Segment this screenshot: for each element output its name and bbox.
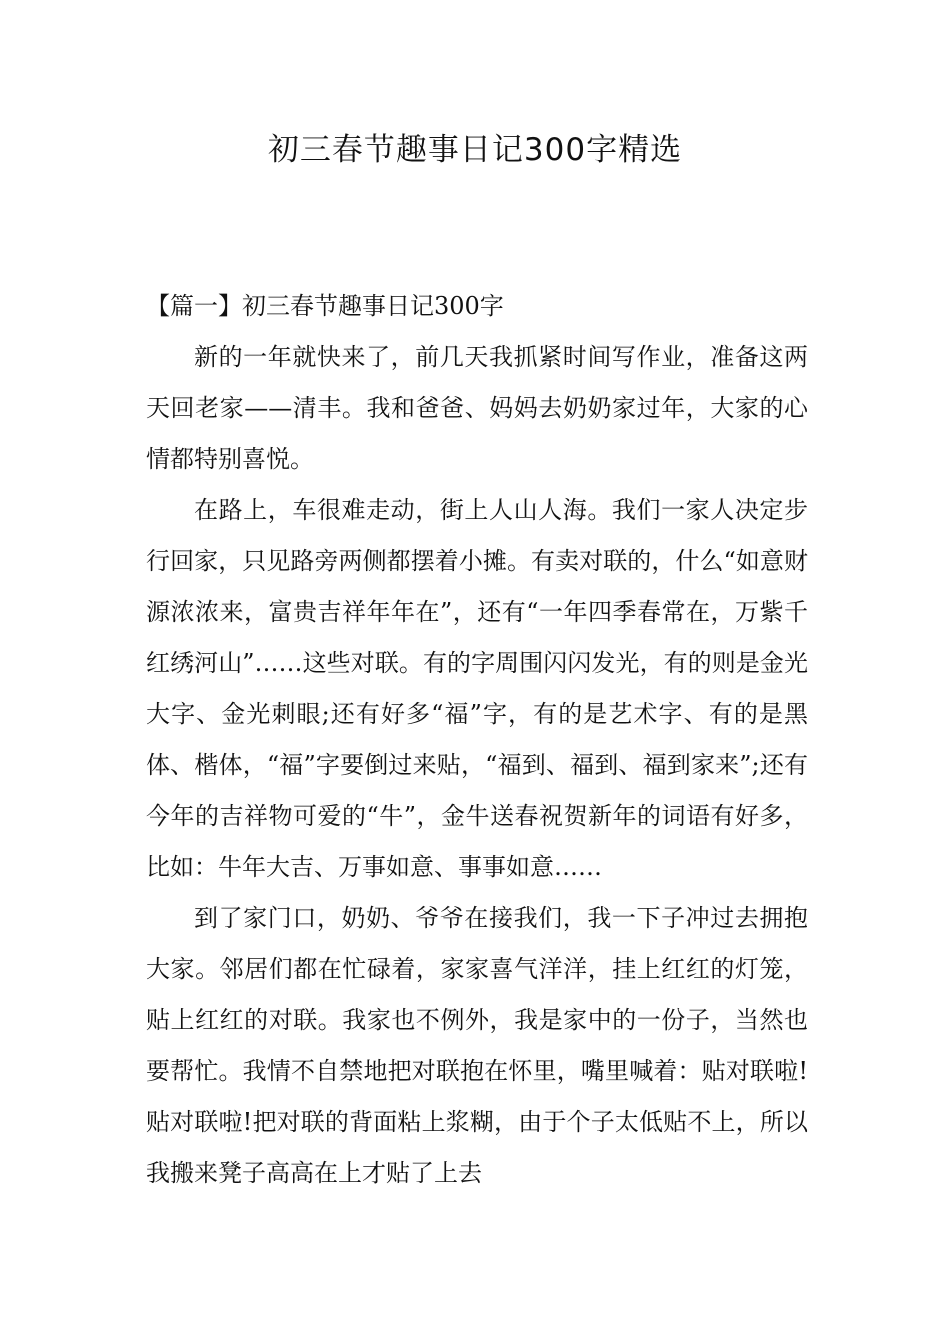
paragraph-1: 新的一年就快来了，前几天我抓紧时间写作业，准备这两天回老家——清丰。我和爸爸、妈妈去奶奶家过年，大家的心情都特别喜悦。	[146, 343, 808, 473]
document-body	[146, 281, 808, 1199]
section-heading: 【篇一】初三春节趣事日记300字	[146, 292, 504, 320]
paragraph-3: 到了家门口，奶奶、爷爷在接我们，我一下子冲过去拥抱大家。邻居们都在忙碌着，家家喜气洋洋，挂上红红的灯笼，贴上红红的对联。我家也不例外，我是家中的一份子，当然也要帮忙。我情不自禁地把对联抱在怀里，嘴里喊着：贴对联啦!贴对联啦!把对联的背面粘上浆糊，由于个子太低贴不上，所以我搬来凳子高高在上才贴了上去	[146, 904, 808, 1187]
document-title: 初三春节趣事日记300字精选	[267, 132, 683, 168]
paragraph-2: 在路上，车很难走动，街上人山人海。我们一家人决定步行回家，只见路旁两侧都摆着小摊。有卖对联的，什么“如意财源浓浓来，富贵吉祥年年在”，还有“一年四季春常在，万紫千红绣河山”……这些对联。有的字周围闪闪发光，有的则是金光大字、金光刺眼;还有好多“福”字，有的是艺术字、有的是黑体、楷体，“福”字要倒过来贴，“福到、福到、福到家来”;还有今年的吉祥物可爱的“牛”，金牛送春祝贺新年的词语有好多，比如：牛年大吉、万事如意、事事如意……	[146, 496, 808, 881]
